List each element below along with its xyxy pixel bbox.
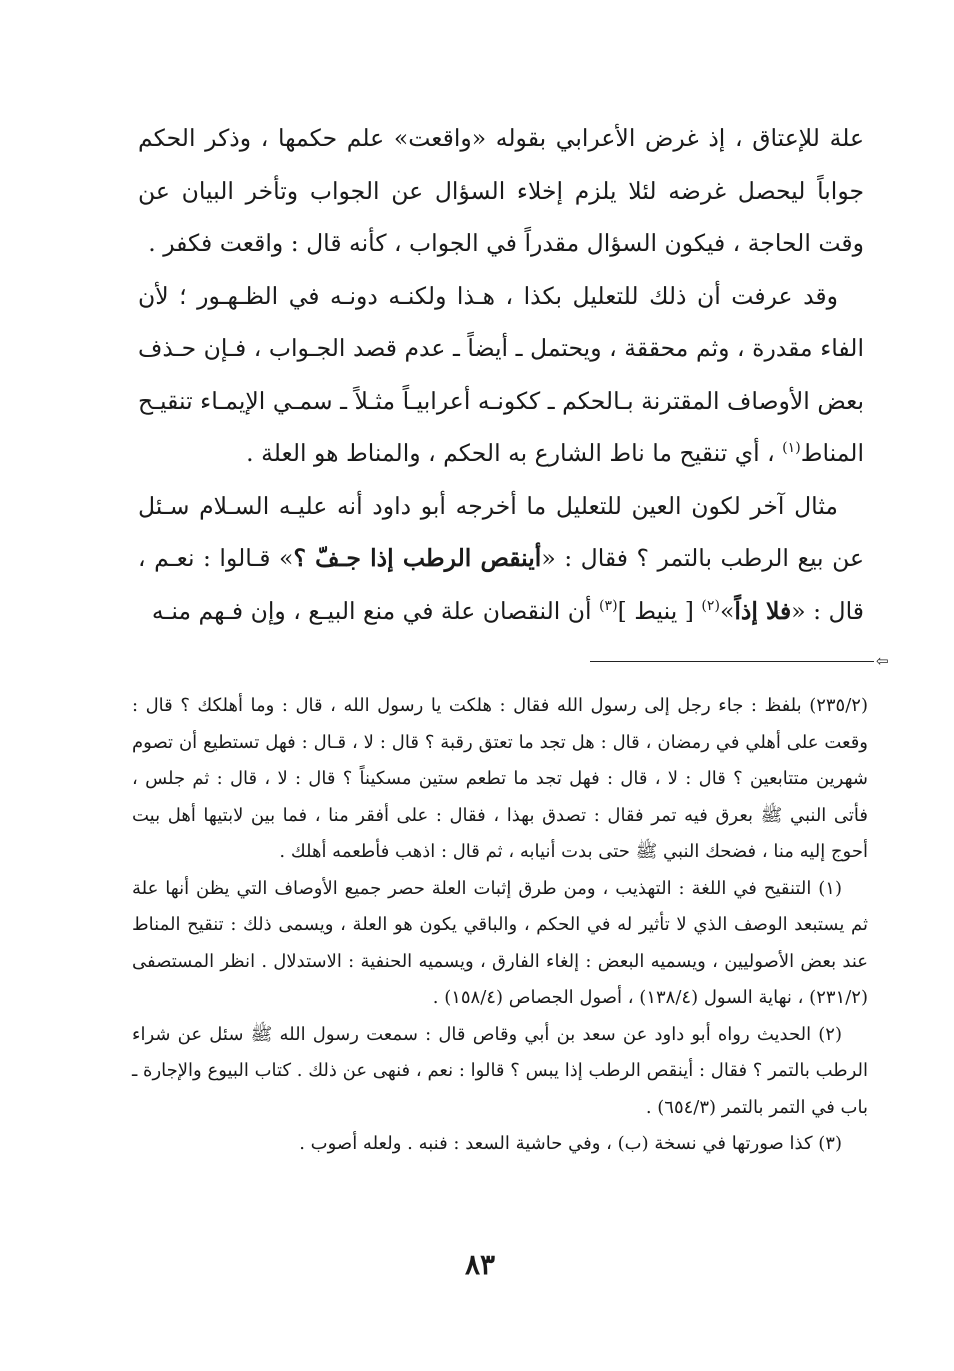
footnote-1: (١) التنقيح في اللغة : التهذيب ، ومن طرق إثبات العلة حصر جميع الأوصاف التي يظن أنها علة ثم يستبعد الوصف الذي لا تأثير له في الحكم ، والباقي يكون هو العلة ، ويسمى ذلك : تنقيح المناط عند بعض الأصوليين ، ويسميه البعض : إلغاء الفارق ، ويسميه الحنفية : الاستدلال . انظر المستصفى (٢٣١/٢) ، نهاية السول (١٣٨/٤) ، أصول الجصاص (١٥٨/٤) .	[132, 877, 868, 1008]
page-number: ٨٣	[464, 1248, 496, 1281]
paragraph-2	[138, 270, 864, 480]
arrow-left-icon: ⇦	[876, 652, 889, 670]
separator-line	[590, 661, 874, 662]
footnote-ref-1: (١)	[782, 440, 801, 457]
paragraph-3-text: مثال آخر لكون العين للتعليل ما أخرجه أبو داود أنه عليـه السـلام سـئل عن بيع الرطب بالتمر ؟ فقال : «	[138, 491, 865, 572]
paragraph-3	[138, 480, 864, 638]
footnote-separator	[590, 651, 890, 673]
footnotes	[132, 688, 868, 1163]
footnote-ref-2: (٢)	[701, 597, 720, 614]
hadith-quote: أينقص الرطب إذا جـفّ ؟	[293, 544, 542, 572]
paragraph-2-text-end: ، أي تنقيح ما ناط الشارع به الحكم ، والمناط هو العلة .	[246, 439, 783, 467]
footnote-3: (٣) كذا صورتها في نسخة (ب) ، وفي حاشية السعد : فنبه . ولعله أصوب .	[299, 1133, 842, 1154]
bracket-word: [ ينيط ]	[617, 596, 702, 625]
footnote-ref-3: (٣)	[599, 597, 618, 614]
quote-close: »	[719, 596, 735, 625]
main-text	[138, 112, 864, 637]
hadith-quote-2: فلا إذاً	[734, 596, 792, 625]
footnote-continued: (٢٣٥/٢) بلفظ : جاء رجل إلى رسول الله فقال : هلكت يا رسول الله ، قال : وما أهلكك ؟ قال : وقعت على أهلي في رمضان ، قال : هل تجد ما تعتق رقبة ؟ قال : لا ، قـال : فهل تستطيع أن تصوم شهرين متتابعين ؟ قال : لا ، قال : فهل تجد ما تطعم ستين مسكيناً ؟ قال : لا ، قال : ثم جلس ، فأتى النبي ﷺ بعرق فيه تمر فقال : تصدق بهذا ، فقال : على أفقر منا ، فما بين لابتيها أهل بيت أحوج إليه منا ، فضحك النبي ﷺ حتى بدت أنيابه ، ثم قال : اذهب فأطعمه أهلك .	[132, 695, 868, 862]
footnote-2: (٢) الحديث رواه أبو داود عن سعد بن أبي وقاص قال : سمعت رسول الله ﷺ سئل عن شراء الرطب بالتمر ؟ فقال : أينقص الرطب إذا يبس ؟ قالوا : نعم ، فنهى عن ذلك . كتاب البيوع والإجارة ـ باب في التمر بالتمر (٦٥٤/٣) .	[132, 1023, 868, 1118]
paragraph-3-text-3: أن النقصان علة في منع البيـع ، وإن فـهم منـه	[151, 596, 599, 625]
paragraph-3-text-2: » قـالوا : نعـم ، قال : «	[138, 544, 864, 625]
paragraph-2-text: وقد عرفت أن ذلك للتعليل بكذا ، هـذا ولكنـه دونـه في الظـهـور ؛ لأن الفاء مقدرة ، وثم محققة ، ويحتمل ـ أيضاً ـ عدم قصد الجـواب ، فـإن حـذف بعض الأوصاف المقترنة بـالحكم ـ ككونـه أعرابيـاً مثـلاً ـ سمـي الإيمـاء تنقيـح المناط	[138, 281, 864, 467]
paragraph-1: علة للإعتاق ، إذ غرض الأعرابي بقوله «واقعت» علم حكمها ، وذكر الحكم جواباً ليحصل غرضه لئلا يلزم إخلاء السؤال عن الجواب وتأخر البيان عن وقت الحاجة ، فيكون السؤال مقدراً في الجواب ، كأنه قال : واقعت فكفر .	[138, 124, 864, 257]
